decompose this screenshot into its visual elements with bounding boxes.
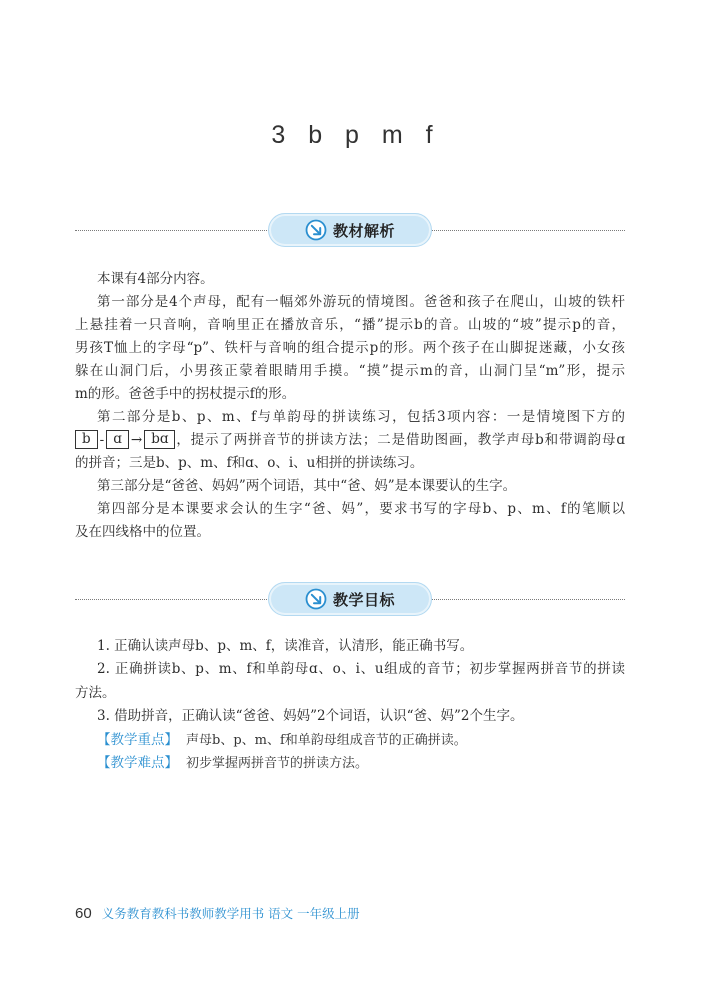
teaching-focus-text: 声母b、p、m、f和单韵母组成音节的正确拼读。 <box>186 732 467 748</box>
paragraph-line-rest: ，提示了两拼音节的拼读方法；二是借助图画，教学声母b和带调韵母ɑ <box>175 432 625 448</box>
paragraph-line: 第三部分是“爸爸、妈妈”两个词语，其中“爸、妈”是本课要认的生字。 <box>97 478 517 494</box>
paragraph-line: 第二部分是b、p、m、f与单韵母的拼读练习，包括3项内容：一是情境图下方的 <box>97 409 625 425</box>
arrow-down-right-icon <box>305 219 327 241</box>
section-heading: 教学目标 <box>332 590 395 609</box>
paragraph-line: 男孩T恤上的字母“p”、铁杆与音响的组合提示p的形。两个孩子在山脚捉迷藏，小女孩 <box>75 340 625 356</box>
paragraph-line: 第一部分是4个声母，配有一幅郊外游玩的情境图。爸爸和孩子在爬山，山坡的铁杆 <box>97 294 625 310</box>
section-heading: 教材解析 <box>332 221 395 240</box>
goal-item: 3. 借助拼音，正确认读“爸爸、妈妈”2个词语，认识“爸、妈”2个生字。 <box>97 708 524 725</box>
teaching-difficulty-text: 初步掌握两拼音节的拼读方法。 <box>186 755 369 771</box>
goal-item: 1. 正确认读声母b、p、m、f，读准音，认清形，能正确书写。 <box>97 638 474 654</box>
section-header-analysis <box>75 213 625 247</box>
teaching-focus <box>75 729 625 752</box>
pinyin-box-syllable: bɑ <box>144 430 175 449</box>
pinyin-box-initial: b <box>75 430 98 449</box>
teaching-difficulty <box>75 752 625 775</box>
paragraph-line: 第四部分是本课要求会认的生字“爸、妈”，要求书写的字母b、p、m、f的笔顺以 <box>97 501 625 517</box>
pinyin-box-final: ɑ <box>106 430 129 449</box>
section-pill <box>268 213 432 247</box>
goal-item-continued: 方法。 <box>75 684 116 701</box>
arrow-right-icon: → <box>130 432 143 448</box>
page-number: 60 <box>75 905 92 922</box>
book-title: 义务教育教科书教师教学用书 语文 一年级上册 <box>101 906 360 921</box>
section-pill <box>268 582 432 616</box>
goal-item: 2. 正确拼读b、p、m、f和单韵母ɑ、o、i、u组成的音节；初步掌握两拼音节的拼读 <box>97 661 625 678</box>
page-footer <box>75 904 360 922</box>
paragraph-line: 上悬挂着一只音响，音响里正在播放音乐，“播”提示b的音。山坡的“坡”提示p的音， <box>75 317 625 333</box>
teaching-difficulty-label: 【教学难点】 <box>97 754 178 771</box>
dash-symbol: - <box>99 432 105 448</box>
paragraph-line: 的拼音；三是b、p、m、f和ɑ、o、i、u相拼的拼读练习。 <box>75 455 424 471</box>
paragraph-line: 本课有4部分内容。 <box>97 271 214 287</box>
arrow-down-right-icon <box>305 588 327 610</box>
paragraph-line: 躲在山洞门后，小男孩正蒙着眼睛用手摸。“摸”提示m的音，山洞门呈“m”形，提示 <box>75 363 625 379</box>
goals-body <box>75 635 625 775</box>
paragraph-line: m的形。爸爸手中的拐杖提示f的形。 <box>75 386 296 402</box>
lesson-title: 3 b p m f <box>271 121 433 149</box>
paragraph-line: 及在四线格中的位置。 <box>75 524 210 540</box>
analysis-body <box>75 268 625 544</box>
section-header-goals <box>75 582 625 616</box>
teaching-focus-label: 【教学重点】 <box>97 731 178 748</box>
paragraph-line-with-boxes <box>75 429 625 452</box>
